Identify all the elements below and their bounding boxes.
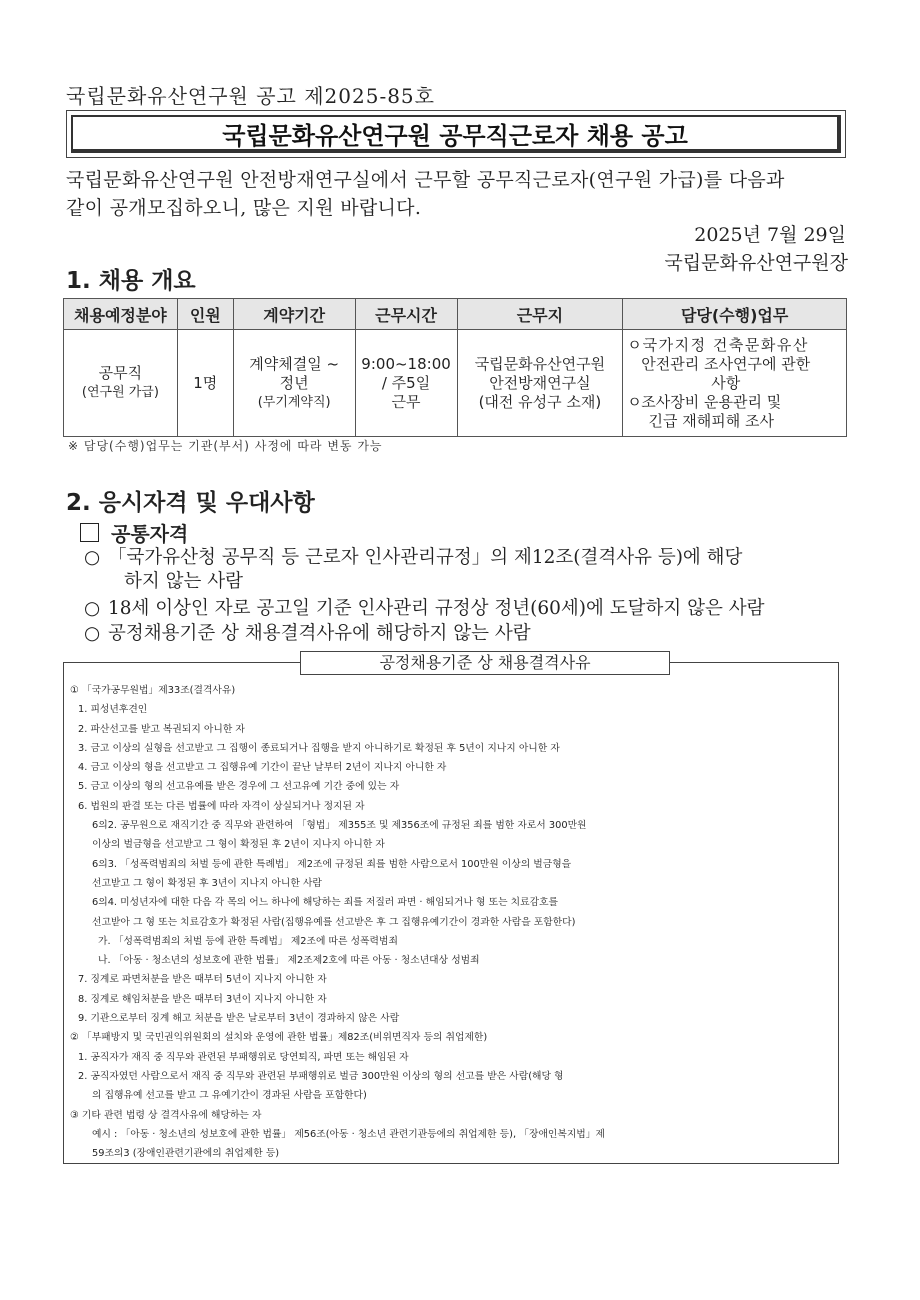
duty-1-text xyxy=(641,336,810,393)
cell-contract xyxy=(233,330,355,437)
place-line-1: 국립문화유산연구원 xyxy=(474,354,606,373)
contract-line-1: 계약체결일 ~ xyxy=(249,354,340,373)
disqualification-line: ① 「국가공무원법」제33조(결격사유) xyxy=(70,685,236,696)
disqualification-line: 2. 공직자였던 사람으로서 재직 중 직무와 관련된 부패행위로 벌금 300만원 이상의 형의 선고를 받은 사람(해당 형 xyxy=(78,1070,564,1082)
disqualification-line: 선고받고 그 형이 확정된 후 3년이 지나지 아니한 사람 xyxy=(92,877,322,889)
bullet-item xyxy=(84,546,742,594)
bullet-1-line-1: 「국가유산청 공무직 등 근로자 인사관리규정」의 제12조(결격사유 등)에 해당 xyxy=(108,547,743,568)
disqualification-line: 1. 공직자가 재직 중 직무와 관련된 부패행위로 당연퇴직, 파면 또는 해임된 자 xyxy=(78,1051,409,1063)
duty-1-line-1: 국가지정 건축문화유산 xyxy=(642,335,809,354)
disqualification-line: 2. 파산선고를 받고 복권되지 아니한 자 xyxy=(78,723,245,735)
disqualification-list xyxy=(70,681,834,1163)
disqualification-line: 6. 법원의 판결 또는 다른 법률에 따라 자격이 상실되거나 정지된 자 xyxy=(78,800,365,812)
bullet-3-text: 공정채용기준 상 채용결격사유에 해당하지 않는 사람 xyxy=(108,623,531,644)
field-sub: (연구원 가급) xyxy=(81,385,159,400)
intro-line-2: 같이 공개모집하오니, 많은 지원 바랍니다. xyxy=(66,197,422,219)
duty-2-line-2: 긴급 재해피해 조사 xyxy=(648,411,774,430)
disqualification-line: 6의2. 공무원으로 재직기간 중 직무와 관련하여 「형법」 제355조 및 제356조에 규정된 죄를 범한 자로서 300만원 xyxy=(92,820,587,832)
bullet-item xyxy=(84,597,764,621)
common-qualification-heading xyxy=(80,518,188,547)
intro-line-1: 국립문화유산연구원 안전방재연구실에서 근무할 공무직근로자(연구원 가급)를 다음과 xyxy=(66,169,785,191)
disqualification-line: 선고받아 그 형 또는 치료감호가 확정된 사람(집행유예를 선고받은 후 그 집행유예기간이 경과한 사람을 포함한다) xyxy=(92,916,576,928)
col-field: 채용예정분야 xyxy=(64,299,178,330)
col-hours: 근무시간 xyxy=(355,299,457,330)
disqualification-line: 9. 기관으로부터 징계 해고 처분을 받은 날로부터 3년이 경과하지 않은 사람 xyxy=(78,1013,400,1025)
bullet-2-text: 18세 이상인 자로 공고일 기준 인사관리 규정상 정년(60세)에 도달하지 않은 사람 xyxy=(108,598,765,619)
disqualification-line: 의 집행유예 선고를 받고 그 유예기간이 경과된 사람을 포함한다) xyxy=(92,1090,367,1102)
circle-bullet-icon: ○ xyxy=(84,623,101,644)
disqualification-line: 예시 : 「아동 · 청소년의 성보호에 관한 법률」 제56조(아동 · 청소년 관련기관등에의 취업제한 등), 「장애인복지법」제 xyxy=(92,1128,606,1140)
cell-place xyxy=(457,330,623,437)
bullet-item xyxy=(84,622,531,646)
disqualification-line: ② 「부패방지 및 국민권익위원회의 설치와 운영에 관한 법률」제82조(비위면직자 등의 취업제한) xyxy=(70,1032,488,1044)
cell-duty xyxy=(623,330,847,437)
disqualification-line: 7. 징계로 파면처분을 받은 때부터 5년이 지나지 아니한 자 xyxy=(78,974,327,986)
cell-field xyxy=(64,330,178,437)
disqualification-line: 8. 징계로 해임처분을 받은 때부터 3년이 지나지 아니한 자 xyxy=(78,993,327,1005)
duty-marker: ㅇ xyxy=(627,392,642,411)
contract-sub: (무기계약직) xyxy=(257,394,331,410)
intro-text xyxy=(66,166,850,222)
col-contract: 계약기간 xyxy=(233,299,355,330)
col-duty: 담당(수행)업무 xyxy=(623,299,847,330)
place-line-3: (대전 유성구 소재) xyxy=(478,392,602,411)
disqualification-box xyxy=(63,653,839,1164)
table-row xyxy=(64,330,847,437)
recruitment-table xyxy=(63,298,847,437)
cell-headcount: 1명 xyxy=(177,330,233,437)
title-box xyxy=(66,110,846,158)
page-title: 국립문화유산연구원 공무직근로자 채용 공고 xyxy=(71,115,841,153)
col-headcount: 인원 xyxy=(177,299,233,330)
circle-bullet-icon: ○ xyxy=(84,598,101,619)
disqualification-line: 6의4. 미성년자에 대한 다음 각 목의 어느 하나에 해당하는 죄를 저질러 파면 · 해임되거나 형 또는 치료감호를 xyxy=(92,897,558,909)
disqualification-line: 1. 피성년후견인 xyxy=(78,704,148,716)
duty-1-line-2: 안전관리 조사연구에 관한 xyxy=(641,354,811,373)
field-main: 공무직 xyxy=(98,364,143,382)
place-line-2: 안전방재연구실 xyxy=(489,373,591,392)
table-note: ※ 담당(수행)업무는 기관(부서) 사정에 따라 변동 가능 xyxy=(68,439,383,453)
hours-line-2: / 주5일 xyxy=(381,373,431,392)
notice-number: 국립문화유산연구원 공고 제2025-85호 xyxy=(66,84,435,108)
duty-item-2 xyxy=(627,393,845,431)
section2-heading: 2. 응시자격 및 우대사항 xyxy=(66,490,315,516)
disqualification-line: 나. 「아동 · 청소년의 성보호에 관한 법률」 제2조제2호에 따른 아동 · 청소년대상 성범죄 xyxy=(98,955,480,967)
disqualification-line: 이상의 벌금형을 선고받고 그 형이 확정된 후 2년이 지나지 아니한 자 xyxy=(92,839,385,851)
disqualification-line: 4. 금고 이상의 형을 선고받고 그 집행유예 기간이 끝난 날부터 2년이 지나지 아니한 자 xyxy=(78,762,447,774)
disqualification-line: ③ 기타 관련 법령 상 결격사유에 해당하는 자 xyxy=(70,1109,262,1121)
duty-1-line-3: 사항 xyxy=(711,373,741,392)
notice-date: 2025년 7월 29일 xyxy=(694,224,846,246)
duty-2-text xyxy=(641,393,781,431)
hours-line-3: 근무 xyxy=(391,392,421,411)
bullet-1-line-2: 하지 않는 사람 xyxy=(124,571,243,592)
section1-heading: 1. 채용 개요 xyxy=(66,268,196,294)
table-header-row xyxy=(64,299,847,330)
disqualification-line: 59조의3 (장애인관련기관에의 취업제한 등) xyxy=(92,1148,280,1160)
contract-line-2: 정년 xyxy=(279,373,309,392)
duty-marker: ㅇ xyxy=(627,335,642,354)
hours-line-1: 9:00~18:00 xyxy=(361,354,451,373)
disqualification-box-title: 공정채용기준 상 채용결격사유 xyxy=(300,651,670,675)
subheading-label: 공통자격 xyxy=(111,522,189,546)
cell-hours xyxy=(355,330,457,437)
duty-item-1 xyxy=(627,336,845,393)
issuer: 국립문화유산연구원장 xyxy=(664,252,848,274)
disqualification-line: 가. 「성폭력범죄의 처벌 등에 관한 특례법」 제2조에 따른 성폭력범죄 xyxy=(98,935,398,947)
disqualification-line: 3. 금고 이상의 실형을 선고받고 그 집행이 종료되거나 집행을 받지 아니하기로 확정된 후 5년이 지나지 아니한 자 xyxy=(78,742,560,754)
checkbox-square-icon xyxy=(80,523,99,542)
disqualification-line: 6의3. 「성폭력범죄의 처벌 등에 관한 특례법」 제2조에 규정된 죄를 범한 사람으로서 100만원 이상의 벌금형을 xyxy=(92,858,572,870)
duty-2-line-1: 조사장비 운용관리 및 xyxy=(641,392,782,411)
circle-bullet-icon: ○ xyxy=(84,547,101,568)
disqualification-line: 5. 금고 이상의 형의 선고유예를 받은 경우에 그 선고유예 기간 중에 있는 자 xyxy=(78,781,400,793)
col-place: 근무지 xyxy=(457,299,623,330)
